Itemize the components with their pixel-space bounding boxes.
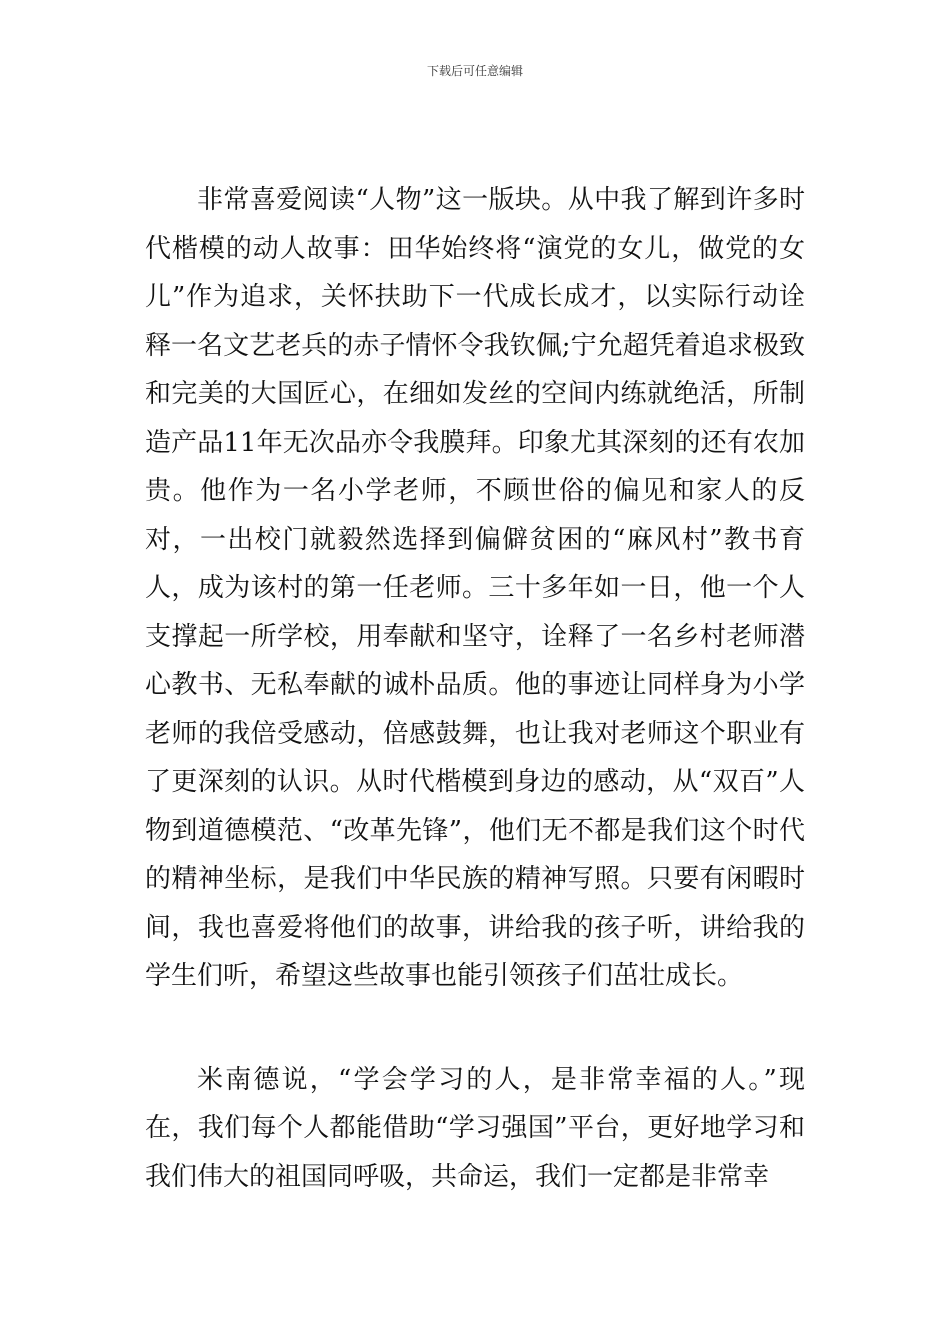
body-paragraph-1: 非常喜爱阅读“人物”这一版块。从中我了解到许多时代楷模的动人故事：田华始终将“演党的女儿，做党的女儿”作为追求，关怀扶助下一代成长成才，以实际行动诠释一名文艺老兵的赤子情怀令我钦佩;宁允超凭着追求极致和完美的大国匠心，在细如发丝的空间内练就绝活，所制造产品11年无次品亦令我膜拜。印象尤其深刻的还有农加贵。他作为一名小学老师，不顾世俗的偏见和家人的反对，一出校门就毅然选择到偏僻贫困的“麻风村”教书育人，成为该村的第一任老师。三十多年如一日，他一个人支撑起一所学校，用奉献和坚守，诠释了一名乡村老师潜心教书、无私奉献的诚朴品质。他的事迹让同样身为小学老师的我倍受感动，倍感鼓舞，也让我对老师这个职业有了更深刻的认识。从时代楷模到身边的感动，从“双百”人物到道德模范、“改革先锋”，他们无不都是我们这个时代的精神坐标，是我们中华民族的精神写照。只要有闲暇时间，我也喜爱将他们的故事，讲给我的孩子听，讲给我的学生们听，希望这些故事也能引领孩子们茁壮成长。	[145, 185, 805, 991]
body-paragraph-2: 米南德说，“学会学习的人，是非常幸福的人。”现在，我们每个人都能借助“学习强国”平台，更好地学习和我们伟大的祖国同呼吸，共命运，我们一定都是非常幸	[145, 1064, 805, 1192]
document-body	[145, 176, 805, 1201]
page-header-note: 下载后可任意编辑	[426, 64, 523, 78]
